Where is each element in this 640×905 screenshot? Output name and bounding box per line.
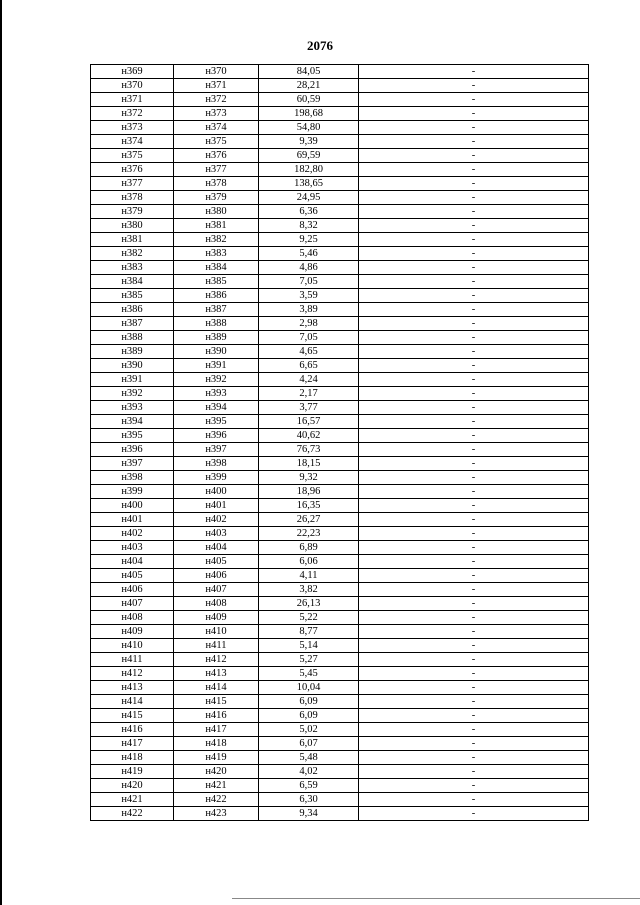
page-left-border [0, 0, 2, 905]
table-row [91, 121, 589, 135]
table-row [91, 443, 589, 457]
point-from-cell: н390 [91, 359, 174, 373]
point-from-cell: н389 [91, 345, 174, 359]
note-cell: - [359, 275, 589, 289]
table-row [91, 65, 589, 79]
point-to-cell: н397 [174, 443, 259, 457]
distance-cell: 5,45 [259, 667, 359, 681]
note-cell: - [359, 457, 589, 471]
point-from-cell: н421 [91, 793, 174, 807]
point-to-cell: н394 [174, 401, 259, 415]
table-row [91, 387, 589, 401]
distance-cell: 22,23 [259, 527, 359, 541]
point-from-cell: н402 [91, 527, 174, 541]
table-row [91, 107, 589, 121]
point-to-cell: н371 [174, 79, 259, 93]
point-from-cell: н407 [91, 597, 174, 611]
note-cell: - [359, 149, 589, 163]
note-cell: - [359, 261, 589, 275]
table-row [91, 779, 589, 793]
point-to-cell: н407 [174, 583, 259, 597]
note-cell: - [359, 541, 589, 555]
table-row [91, 499, 589, 513]
distance-cell: 3,59 [259, 289, 359, 303]
note-cell: - [359, 751, 589, 765]
point-from-cell: н412 [91, 667, 174, 681]
point-to-cell: н420 [174, 765, 259, 779]
note-cell: - [359, 79, 589, 93]
table-row [91, 569, 589, 583]
point-from-cell: н403 [91, 541, 174, 555]
distance-cell: 7,05 [259, 275, 359, 289]
point-from-cell: н385 [91, 289, 174, 303]
note-cell: - [359, 653, 589, 667]
table-body [91, 65, 589, 821]
point-from-cell: н370 [91, 79, 174, 93]
point-from-cell: н418 [91, 751, 174, 765]
table-row [91, 667, 589, 681]
note-cell: - [359, 401, 589, 415]
point-to-cell: н421 [174, 779, 259, 793]
note-cell: - [359, 485, 589, 499]
point-from-cell: н388 [91, 331, 174, 345]
table-row [91, 485, 589, 499]
table-row [91, 807, 589, 821]
table-row [91, 681, 589, 695]
point-from-cell: н383 [91, 261, 174, 275]
distance-cell: 4,11 [259, 569, 359, 583]
point-to-cell: н370 [174, 65, 259, 79]
point-to-cell: н373 [174, 107, 259, 121]
table-row [91, 331, 589, 345]
table-row [91, 765, 589, 779]
point-from-cell: н382 [91, 247, 174, 261]
note-cell: - [359, 247, 589, 261]
point-from-cell: н371 [91, 93, 174, 107]
table-row [91, 653, 589, 667]
distance-cell: 5,46 [259, 247, 359, 261]
distance-cell: 8,32 [259, 219, 359, 233]
table-row [91, 359, 589, 373]
distance-cell: 4,24 [259, 373, 359, 387]
table-row [91, 723, 589, 737]
point-to-cell: н414 [174, 681, 259, 695]
table-row [91, 737, 589, 751]
note-cell: - [359, 415, 589, 429]
point-from-cell: н410 [91, 639, 174, 653]
point-from-cell: н419 [91, 765, 174, 779]
point-from-cell: н379 [91, 205, 174, 219]
point-from-cell: н405 [91, 569, 174, 583]
distance-cell: 6,09 [259, 709, 359, 723]
distance-cell: 16,57 [259, 415, 359, 429]
note-cell: - [359, 303, 589, 317]
note-cell: - [359, 317, 589, 331]
table-row [91, 709, 589, 723]
point-to-cell: н411 [174, 639, 259, 653]
point-from-cell: н415 [91, 709, 174, 723]
point-to-cell: н415 [174, 695, 259, 709]
note-cell: - [359, 205, 589, 219]
distance-cell: 4,02 [259, 765, 359, 779]
point-to-cell: н381 [174, 219, 259, 233]
point-to-cell: н396 [174, 429, 259, 443]
page-number: 2076 [307, 38, 333, 53]
distance-cell: 9,39 [259, 135, 359, 149]
distance-cell: 26,27 [259, 513, 359, 527]
point-from-cell: н416 [91, 723, 174, 737]
point-from-cell: н395 [91, 429, 174, 443]
point-to-cell: н393 [174, 387, 259, 401]
point-from-cell: н384 [91, 275, 174, 289]
point-from-cell: н411 [91, 653, 174, 667]
note-cell: - [359, 121, 589, 135]
point-to-cell: н419 [174, 751, 259, 765]
point-from-cell: н409 [91, 625, 174, 639]
point-to-cell: н389 [174, 331, 259, 345]
distance-cell: 28,21 [259, 79, 359, 93]
distance-cell: 3,89 [259, 303, 359, 317]
point-from-cell: н400 [91, 499, 174, 513]
distance-cell: 6,07 [259, 737, 359, 751]
note-cell: - [359, 527, 589, 541]
note-cell: - [359, 191, 589, 205]
table-row [91, 429, 589, 443]
table-row [91, 247, 589, 261]
distance-cell: 2,98 [259, 317, 359, 331]
point-from-cell: н406 [91, 583, 174, 597]
note-cell: - [359, 219, 589, 233]
distance-cell: 76,73 [259, 443, 359, 457]
note-cell: - [359, 471, 589, 485]
distance-cell: 10,04 [259, 681, 359, 695]
distance-cell: 2,17 [259, 387, 359, 401]
distance-cell: 182,80 [259, 163, 359, 177]
note-cell: - [359, 793, 589, 807]
distance-cell: 60,59 [259, 93, 359, 107]
table-row [91, 79, 589, 93]
distance-cell: 138,65 [259, 177, 359, 191]
table-row [91, 289, 589, 303]
distance-cell: 6,30 [259, 793, 359, 807]
point-to-cell: н406 [174, 569, 259, 583]
note-cell: - [359, 177, 589, 191]
point-from-cell: н404 [91, 555, 174, 569]
point-from-cell: н374 [91, 135, 174, 149]
point-from-cell: н373 [91, 121, 174, 135]
distance-cell: 6,06 [259, 555, 359, 569]
point-to-cell: н417 [174, 723, 259, 737]
point-from-cell: н369 [91, 65, 174, 79]
distance-cell: 18,15 [259, 457, 359, 471]
point-to-cell: н398 [174, 457, 259, 471]
point-to-cell: н408 [174, 597, 259, 611]
table-row [91, 149, 589, 163]
note-cell: - [359, 345, 589, 359]
table-row [91, 135, 589, 149]
point-to-cell: н386 [174, 289, 259, 303]
table-row [91, 625, 589, 639]
note-cell: - [359, 135, 589, 149]
distance-cell: 84,05 [259, 65, 359, 79]
point-from-cell: н378 [91, 191, 174, 205]
distance-cell: 5,48 [259, 751, 359, 765]
note-cell: - [359, 667, 589, 681]
note-cell: - [359, 625, 589, 639]
table-row [91, 401, 589, 415]
point-from-cell: н420 [91, 779, 174, 793]
note-cell: - [359, 765, 589, 779]
point-from-cell: н372 [91, 107, 174, 121]
table-row [91, 303, 589, 317]
note-cell: - [359, 499, 589, 513]
table-row [91, 317, 589, 331]
point-to-cell: н413 [174, 667, 259, 681]
distance-cell: 16,35 [259, 499, 359, 513]
note-cell: - [359, 65, 589, 79]
point-from-cell: н380 [91, 219, 174, 233]
note-cell: - [359, 709, 589, 723]
note-cell: - [359, 331, 589, 345]
point-to-cell: н374 [174, 121, 259, 135]
note-cell: - [359, 597, 589, 611]
point-from-cell: н398 [91, 471, 174, 485]
table-row [91, 233, 589, 247]
distance-cell: 5,27 [259, 653, 359, 667]
point-to-cell: н422 [174, 793, 259, 807]
table-row [91, 345, 589, 359]
point-from-cell: н386 [91, 303, 174, 317]
point-to-cell: н379 [174, 191, 259, 205]
table-row [91, 471, 589, 485]
note-cell: - [359, 513, 589, 527]
point-from-cell: н414 [91, 695, 174, 709]
table-row [91, 541, 589, 555]
point-to-cell: н382 [174, 233, 259, 247]
point-to-cell: н409 [174, 611, 259, 625]
note-cell: - [359, 233, 589, 247]
table-row [91, 177, 589, 191]
note-cell: - [359, 737, 589, 751]
point-from-cell: н391 [91, 373, 174, 387]
point-to-cell: н416 [174, 709, 259, 723]
table-row [91, 555, 589, 569]
point-from-cell: н392 [91, 387, 174, 401]
point-to-cell: н376 [174, 149, 259, 163]
point-from-cell: н422 [91, 807, 174, 821]
point-to-cell: н375 [174, 135, 259, 149]
point-to-cell: н388 [174, 317, 259, 331]
table-row [91, 457, 589, 471]
note-cell: - [359, 639, 589, 653]
point-to-cell: н380 [174, 205, 259, 219]
point-to-cell: н372 [174, 93, 259, 107]
note-cell: - [359, 429, 589, 443]
distance-cell: 9,34 [259, 807, 359, 821]
distance-cell: 26,13 [259, 597, 359, 611]
point-to-cell: н392 [174, 373, 259, 387]
table-row [91, 205, 589, 219]
point-from-cell: н394 [91, 415, 174, 429]
distance-cell: 54,80 [259, 121, 359, 135]
note-cell: - [359, 611, 589, 625]
point-to-cell: н399 [174, 471, 259, 485]
distance-cell: 24,95 [259, 191, 359, 205]
note-cell: - [359, 93, 589, 107]
point-to-cell: н387 [174, 303, 259, 317]
point-from-cell: н381 [91, 233, 174, 247]
table-row [91, 527, 589, 541]
note-cell: - [359, 289, 589, 303]
point-from-cell: н397 [91, 457, 174, 471]
table-row [91, 597, 589, 611]
point-to-cell: н418 [174, 737, 259, 751]
distance-cell: 198,68 [259, 107, 359, 121]
table-row [91, 191, 589, 205]
point-from-cell: н376 [91, 163, 174, 177]
point-from-cell: н396 [91, 443, 174, 457]
point-to-cell: н383 [174, 247, 259, 261]
note-cell: - [359, 681, 589, 695]
table-row [91, 219, 589, 233]
note-cell: - [359, 779, 589, 793]
distance-cell: 6,65 [259, 359, 359, 373]
distance-cell: 18,96 [259, 485, 359, 499]
table-row [91, 373, 589, 387]
point-to-cell: н412 [174, 653, 259, 667]
table-row [91, 751, 589, 765]
distance-cell: 5,14 [259, 639, 359, 653]
point-from-cell: н377 [91, 177, 174, 191]
table-row [91, 793, 589, 807]
note-cell: - [359, 373, 589, 387]
point-from-cell: н413 [91, 681, 174, 695]
distance-cell: 9,32 [259, 471, 359, 485]
point-to-cell: н402 [174, 513, 259, 527]
note-cell: - [359, 723, 589, 737]
distance-cell: 6,09 [259, 695, 359, 709]
note-cell: - [359, 107, 589, 121]
point-to-cell: н423 [174, 807, 259, 821]
note-cell: - [359, 583, 589, 597]
distance-cell: 8,77 [259, 625, 359, 639]
boundary-points-table [90, 64, 589, 821]
table-row [91, 639, 589, 653]
point-to-cell: н395 [174, 415, 259, 429]
distance-cell: 6,89 [259, 541, 359, 555]
note-cell: - [359, 569, 589, 583]
distance-cell: 40,62 [259, 429, 359, 443]
note-cell: - [359, 695, 589, 709]
point-from-cell: н417 [91, 737, 174, 751]
point-to-cell: н410 [174, 625, 259, 639]
distance-cell: 4,86 [259, 261, 359, 275]
point-to-cell: н390 [174, 345, 259, 359]
point-to-cell: н385 [174, 275, 259, 289]
point-to-cell: н378 [174, 177, 259, 191]
note-cell: - [359, 359, 589, 373]
table-row [91, 513, 589, 527]
distance-cell: 7,05 [259, 331, 359, 345]
table-row [91, 415, 589, 429]
point-to-cell: н384 [174, 261, 259, 275]
distance-cell: 4,65 [259, 345, 359, 359]
distance-cell: 9,25 [259, 233, 359, 247]
note-cell: - [359, 555, 589, 569]
table-row [91, 611, 589, 625]
point-from-cell: н387 [91, 317, 174, 331]
bottom-rule [232, 898, 640, 899]
distance-cell: 69,59 [259, 149, 359, 163]
note-cell: - [359, 387, 589, 401]
table-row [91, 695, 589, 709]
point-from-cell: н408 [91, 611, 174, 625]
note-cell: - [359, 443, 589, 457]
point-to-cell: н400 [174, 485, 259, 499]
point-from-cell: н399 [91, 485, 174, 499]
table-row [91, 93, 589, 107]
table-row [91, 261, 589, 275]
point-from-cell: н401 [91, 513, 174, 527]
point-to-cell: н404 [174, 541, 259, 555]
distance-cell: 3,82 [259, 583, 359, 597]
distance-cell: 6,36 [259, 205, 359, 219]
table-row [91, 583, 589, 597]
note-cell: - [359, 807, 589, 821]
point-to-cell: н391 [174, 359, 259, 373]
point-from-cell: н375 [91, 149, 174, 163]
distance-cell: 5,02 [259, 723, 359, 737]
point-from-cell: н393 [91, 401, 174, 415]
point-to-cell: н377 [174, 163, 259, 177]
table-row [91, 163, 589, 177]
point-to-cell: н405 [174, 555, 259, 569]
distance-cell: 5,22 [259, 611, 359, 625]
table-row [91, 275, 589, 289]
note-cell: - [359, 163, 589, 177]
distance-cell: 6,59 [259, 779, 359, 793]
distance-cell: 3,77 [259, 401, 359, 415]
point-to-cell: н403 [174, 527, 259, 541]
point-to-cell: н401 [174, 499, 259, 513]
